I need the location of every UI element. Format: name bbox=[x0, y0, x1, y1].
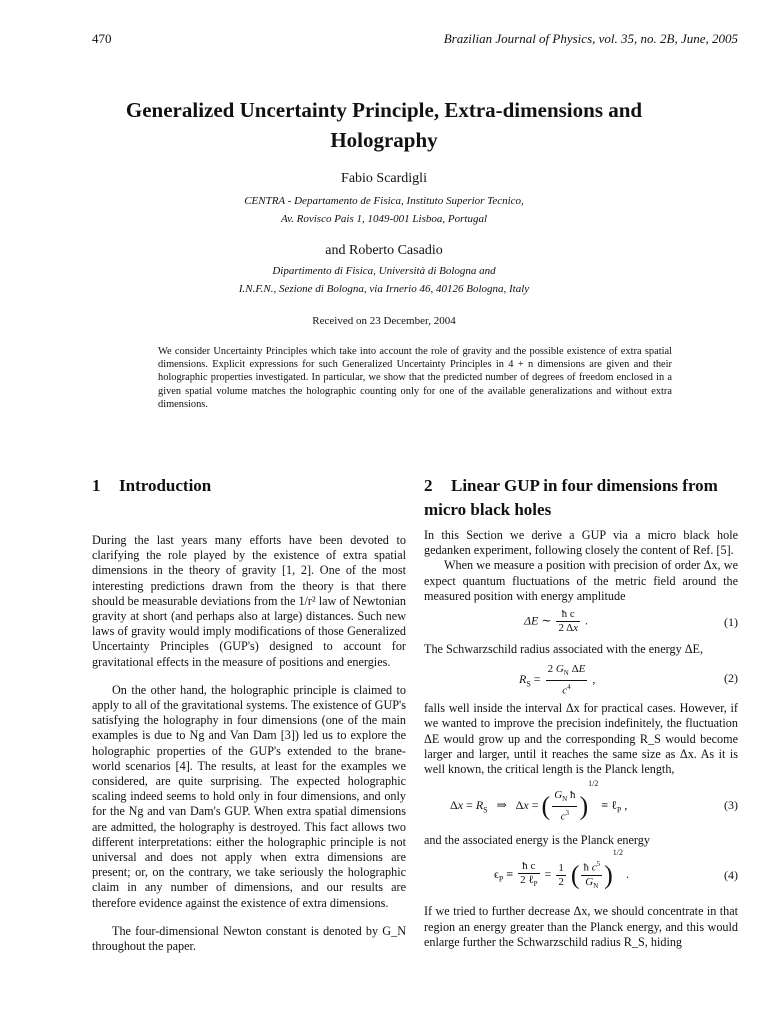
equation-number: (2) bbox=[724, 671, 738, 686]
paragraph: and the associated energy is the Planck energy bbox=[424, 833, 650, 848]
author-name: Fabio Scardigli bbox=[341, 171, 427, 186]
section-heading bbox=[424, 474, 738, 522]
abstract: We consider Uncertainty Principles which take into account the role of gravity and the possible existence of extra spatial dimensions. Explicit expressions for such Generalized Uncertainty Principles in 4 + n dimensions are given and their holographic properties investigated. In particular, we show that the predicted number of degrees of freedom enclosed in a given spatial volume matches the holographic counting only for one of the available generalizations and without extra dimensions. bbox=[158, 346, 672, 410]
equation-body: $\epsilon_P$ ≡ $\frac{\text{ħ c}}{2 \ell_P}$ = $\frac{1}{2}$ ( $\frac{ħ c^5}{G_N}$ )$^{1/2}$ . bbox=[494, 848, 630, 891]
equation-number: (1) bbox=[724, 615, 738, 630]
equation-body: ΔE ∼ $\frac{\text{ħ c}}{2 \Delta x}$ . bbox=[524, 608, 589, 635]
paragraph: The four-dimensional Newton constant is denoted by G_N throughout the paper. bbox=[92, 923, 406, 954]
equation-number: (4) bbox=[724, 868, 738, 883]
equation-body: $\Delta x = R_S$ ⇒ Δx = ( $\frac{G_N ħ}{c^3}$ )$^{1/2}$ ≡ ℓ$_P$ , bbox=[450, 779, 628, 824]
paragraph: In this Section we derive a GUP via a micro black hole gedanken experiment, following closely the content of Ref. [5]. bbox=[424, 528, 738, 558]
paragraph: falls well inside the interval Δx for practical cases. However, if we wanted to improve the precision indefinitely, the fluctuation ΔE would grow up and the corresponding R_S would become larger and larger, until it reaches the same size as Δx. As it is well known, the critical length is the Planck length, bbox=[424, 701, 738, 777]
equation-4 bbox=[424, 848, 738, 898]
section-title: Linear GUP in four dimensions from micro black holes bbox=[424, 476, 718, 519]
affiliation-line: Dipartimento di Fisica, Università di Bologna and bbox=[272, 265, 496, 277]
section-body bbox=[424, 528, 738, 950]
section-number: 1 bbox=[92, 476, 101, 495]
paragraph: When we measure a position with precision of order Δx, we expect quantum fluctuations of the metric field around the measured position with energy amplitude bbox=[424, 558, 738, 603]
received-date: Received on 23 December, 2004 bbox=[312, 315, 456, 327]
affiliation-line: I.N.F.N., Sezione di Bologna, via Irnerio 46, 40126 Bologna, Italy bbox=[238, 283, 530, 295]
journal-header: Brazilian Journal of Physics, vol. 35, no. 2B, June, 2005 bbox=[443, 31, 738, 46]
section-heading bbox=[92, 474, 406, 498]
affiliation-line: CENTRA - Departamento de Fisica, Instituto Superior Tecnico, bbox=[244, 195, 524, 207]
equation-1 bbox=[424, 606, 738, 640]
author-name: and Roberto Casadio bbox=[325, 243, 443, 258]
affiliation-line: Av. Rovisco Pais 1, 1049-001 Lisboa, Portugal bbox=[280, 213, 488, 225]
paragraph: If we tried to further decrease Δx, we should concentrate in that region an energy greater than the Planck energy, and this would enlarge further the Schwarzschild radius R_S, hiding bbox=[424, 904, 738, 949]
paragraph: During the last years many efforts have been devoted to clarifying the role played by the existence of extra spatial dimensions in the theory of gravity [1, 2]. One of the most interesting predictions drawn from the theory is that there should be measurable deviations from the 1/r² law of Newtonian gravity at short (and perhaps also at large) distances. Such new laws of gravity would imply modifications of those Generalized Uncertainty Principles (GUP's) designed to account for gravitational effects in the measure of positions and energies. bbox=[92, 533, 407, 669]
paragraph: On the other hand, the holographic principle is claimed to apply to all of the gravitational systems. The existence of GUP's satisfying the holography in four dimensions (one of the main examples is due to Ng and Van Dam [3]) led us to explore the holographic properties of the GUP's extended to the brane-world scenarios [4]. The results, at least for the examples we considered, are quite surprising. The expected holographic scaling indeed seems to hold only in four dimensions, and only for the Ng and van Dam's GUP. When extra spatial dimensions are admitted, the holography is destroyed. This fact allows two different interpretations: either the holographic principle is not universal and does not apply when extra dimensions are present; or, on the contrary, we take seriously the holographic claim in any number of dimensions, and our results are therefore evidence against the existence of extra dimensions. bbox=[92, 682, 406, 910]
paragraph: The Schwarzschild radius associated with the energy ΔE, bbox=[424, 642, 704, 657]
equation-3 bbox=[424, 779, 738, 827]
equation-2 bbox=[424, 661, 738, 697]
section-title: Introduction bbox=[119, 476, 212, 495]
page-number: 470 bbox=[92, 31, 112, 46]
author-affiliation bbox=[0, 262, 768, 298]
section-number: 2 bbox=[424, 476, 433, 495]
equation-body: $R_S$ = $\frac{2 G_N \Delta E}{c^4}$ , bbox=[519, 663, 596, 698]
paper-title: Generalized Uncertainty Principle, Extra-dimensions and Holography bbox=[125, 98, 643, 152]
section-body bbox=[92, 533, 406, 954]
author-affiliation bbox=[0, 192, 768, 228]
equation-number: (3) bbox=[724, 798, 738, 813]
